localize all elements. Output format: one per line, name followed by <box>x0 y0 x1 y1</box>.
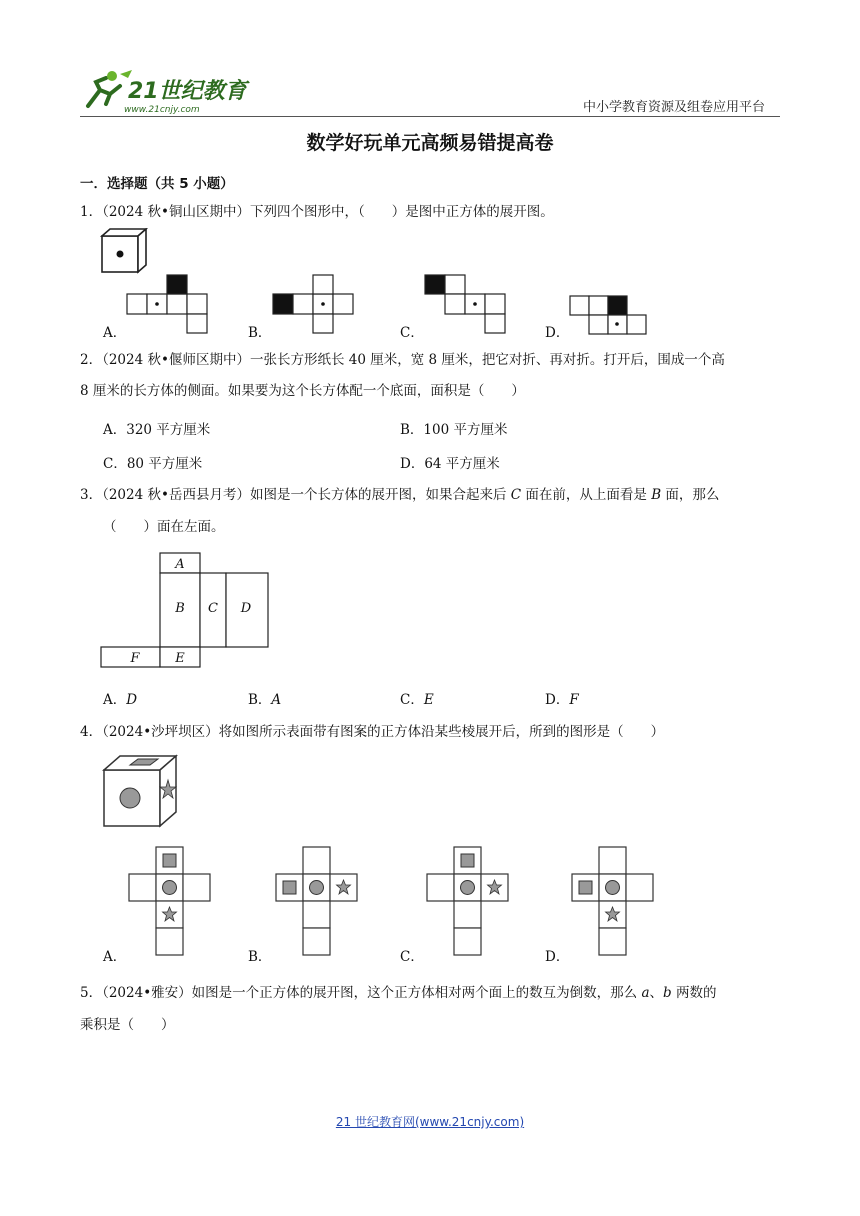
question-5-stem-line-2: 乘积是（ ） <box>80 1017 175 1033</box>
q1-option-c[interactable]: C． <box>400 325 424 341</box>
q4-cube-figure <box>102 754 182 830</box>
q3-option-d[interactable]: D．F <box>545 692 579 708</box>
q2-option-b[interactable]: B．100 平方厘米 <box>400 422 508 438</box>
platform-name: 中小学教育资源及组卷应用平台 <box>583 100 766 115</box>
net-label-d: D <box>240 601 252 616</box>
net-label-b: B <box>175 601 185 616</box>
question-2-stem-line-1: 2．（2024 秋•偃师区期中）一张长方形纸长 40 厘米，宽 8 厘米，把它对折、再对折。打开后，围成一个高 <box>80 352 725 368</box>
question-3-stem-line-1: 3．（2024 秋•岳西县月考）如图是一个长方体的展开图，如果合起来后 C 面在前，从上面看是 B 面，那么 <box>80 487 720 503</box>
q3-option-a[interactable]: A．D <box>103 692 138 708</box>
q1-cube-figure <box>100 228 150 274</box>
q1-option-d[interactable]: D． <box>545 325 570 341</box>
q4-option-b[interactable]: B． <box>248 949 272 965</box>
header-divider <box>80 116 780 117</box>
q4-option-c-net <box>426 846 510 956</box>
footer-link[interactable]: 21 世纪教育网(www.21cnjy.com) <box>335 1115 525 1129</box>
q1-option-c-net <box>424 274 508 334</box>
q1-option-b-net <box>272 274 356 334</box>
net-label-e: E <box>175 651 185 666</box>
svg-text:21世纪教育: 21世纪教育 <box>128 79 247 104</box>
net-label-f: F <box>130 651 140 666</box>
question-2-stem-line-2: 8 厘米的长方体的侧面。如果要为这个长方体配一个底面，面积是（ ） <box>80 383 525 399</box>
q1-option-a[interactable]: A． <box>103 325 127 341</box>
q3-option-c[interactable]: C．E <box>400 692 434 708</box>
net-label-a: A <box>175 557 185 572</box>
question-3-stem-line-2: （ ）面在左面。 <box>103 519 225 535</box>
runner-icon <box>88 70 132 106</box>
question-5-stem-line-1: 5．（2024•雅安）如图是一个正方体的展开图，这个正方体相对两个面上的数互为倒数，那么 a、b 两数的 <box>80 985 717 1001</box>
q4-option-b-net <box>275 846 359 956</box>
page-title: 数学好玩单元高频易错提高卷 <box>306 132 554 154</box>
q1-option-a-net <box>126 274 210 334</box>
q3-cuboid-net <box>100 552 272 670</box>
svg-text:www.21cnjy.com: www.21cnjy.com <box>124 105 200 115</box>
q3-option-b[interactable]: B．A <box>248 692 282 708</box>
q4-option-a[interactable]: A． <box>103 949 127 965</box>
q4-option-a-net <box>128 846 212 956</box>
q1-option-b[interactable]: B． <box>248 325 272 341</box>
question-4-stem: 4．（2024•沙坪坝区）将如图所示表面带有图案的正方体沿某些棱展开后，所到的图形是（ ） <box>80 724 665 740</box>
question-1-stem: 1．（2024 秋•铜山区期中）下列四个图形中，（ ）是图中正方体的展开图。 <box>80 204 554 220</box>
site-logo <box>80 68 250 118</box>
q4-option-c[interactable]: C． <box>400 949 424 965</box>
q2-option-a[interactable]: A．320 平方厘米 <box>103 422 211 438</box>
section-heading: 一．选择题（共 5 小题） <box>80 176 234 192</box>
q4-option-d-net <box>571 846 655 956</box>
net-label-c: C <box>208 601 218 616</box>
q1-option-d-net <box>569 295 649 335</box>
q2-option-c[interactable]: C．80 平方厘米 <box>103 456 203 472</box>
q2-option-d[interactable]: D．64 平方厘米 <box>400 456 500 472</box>
q4-option-d[interactable]: D． <box>545 949 570 965</box>
